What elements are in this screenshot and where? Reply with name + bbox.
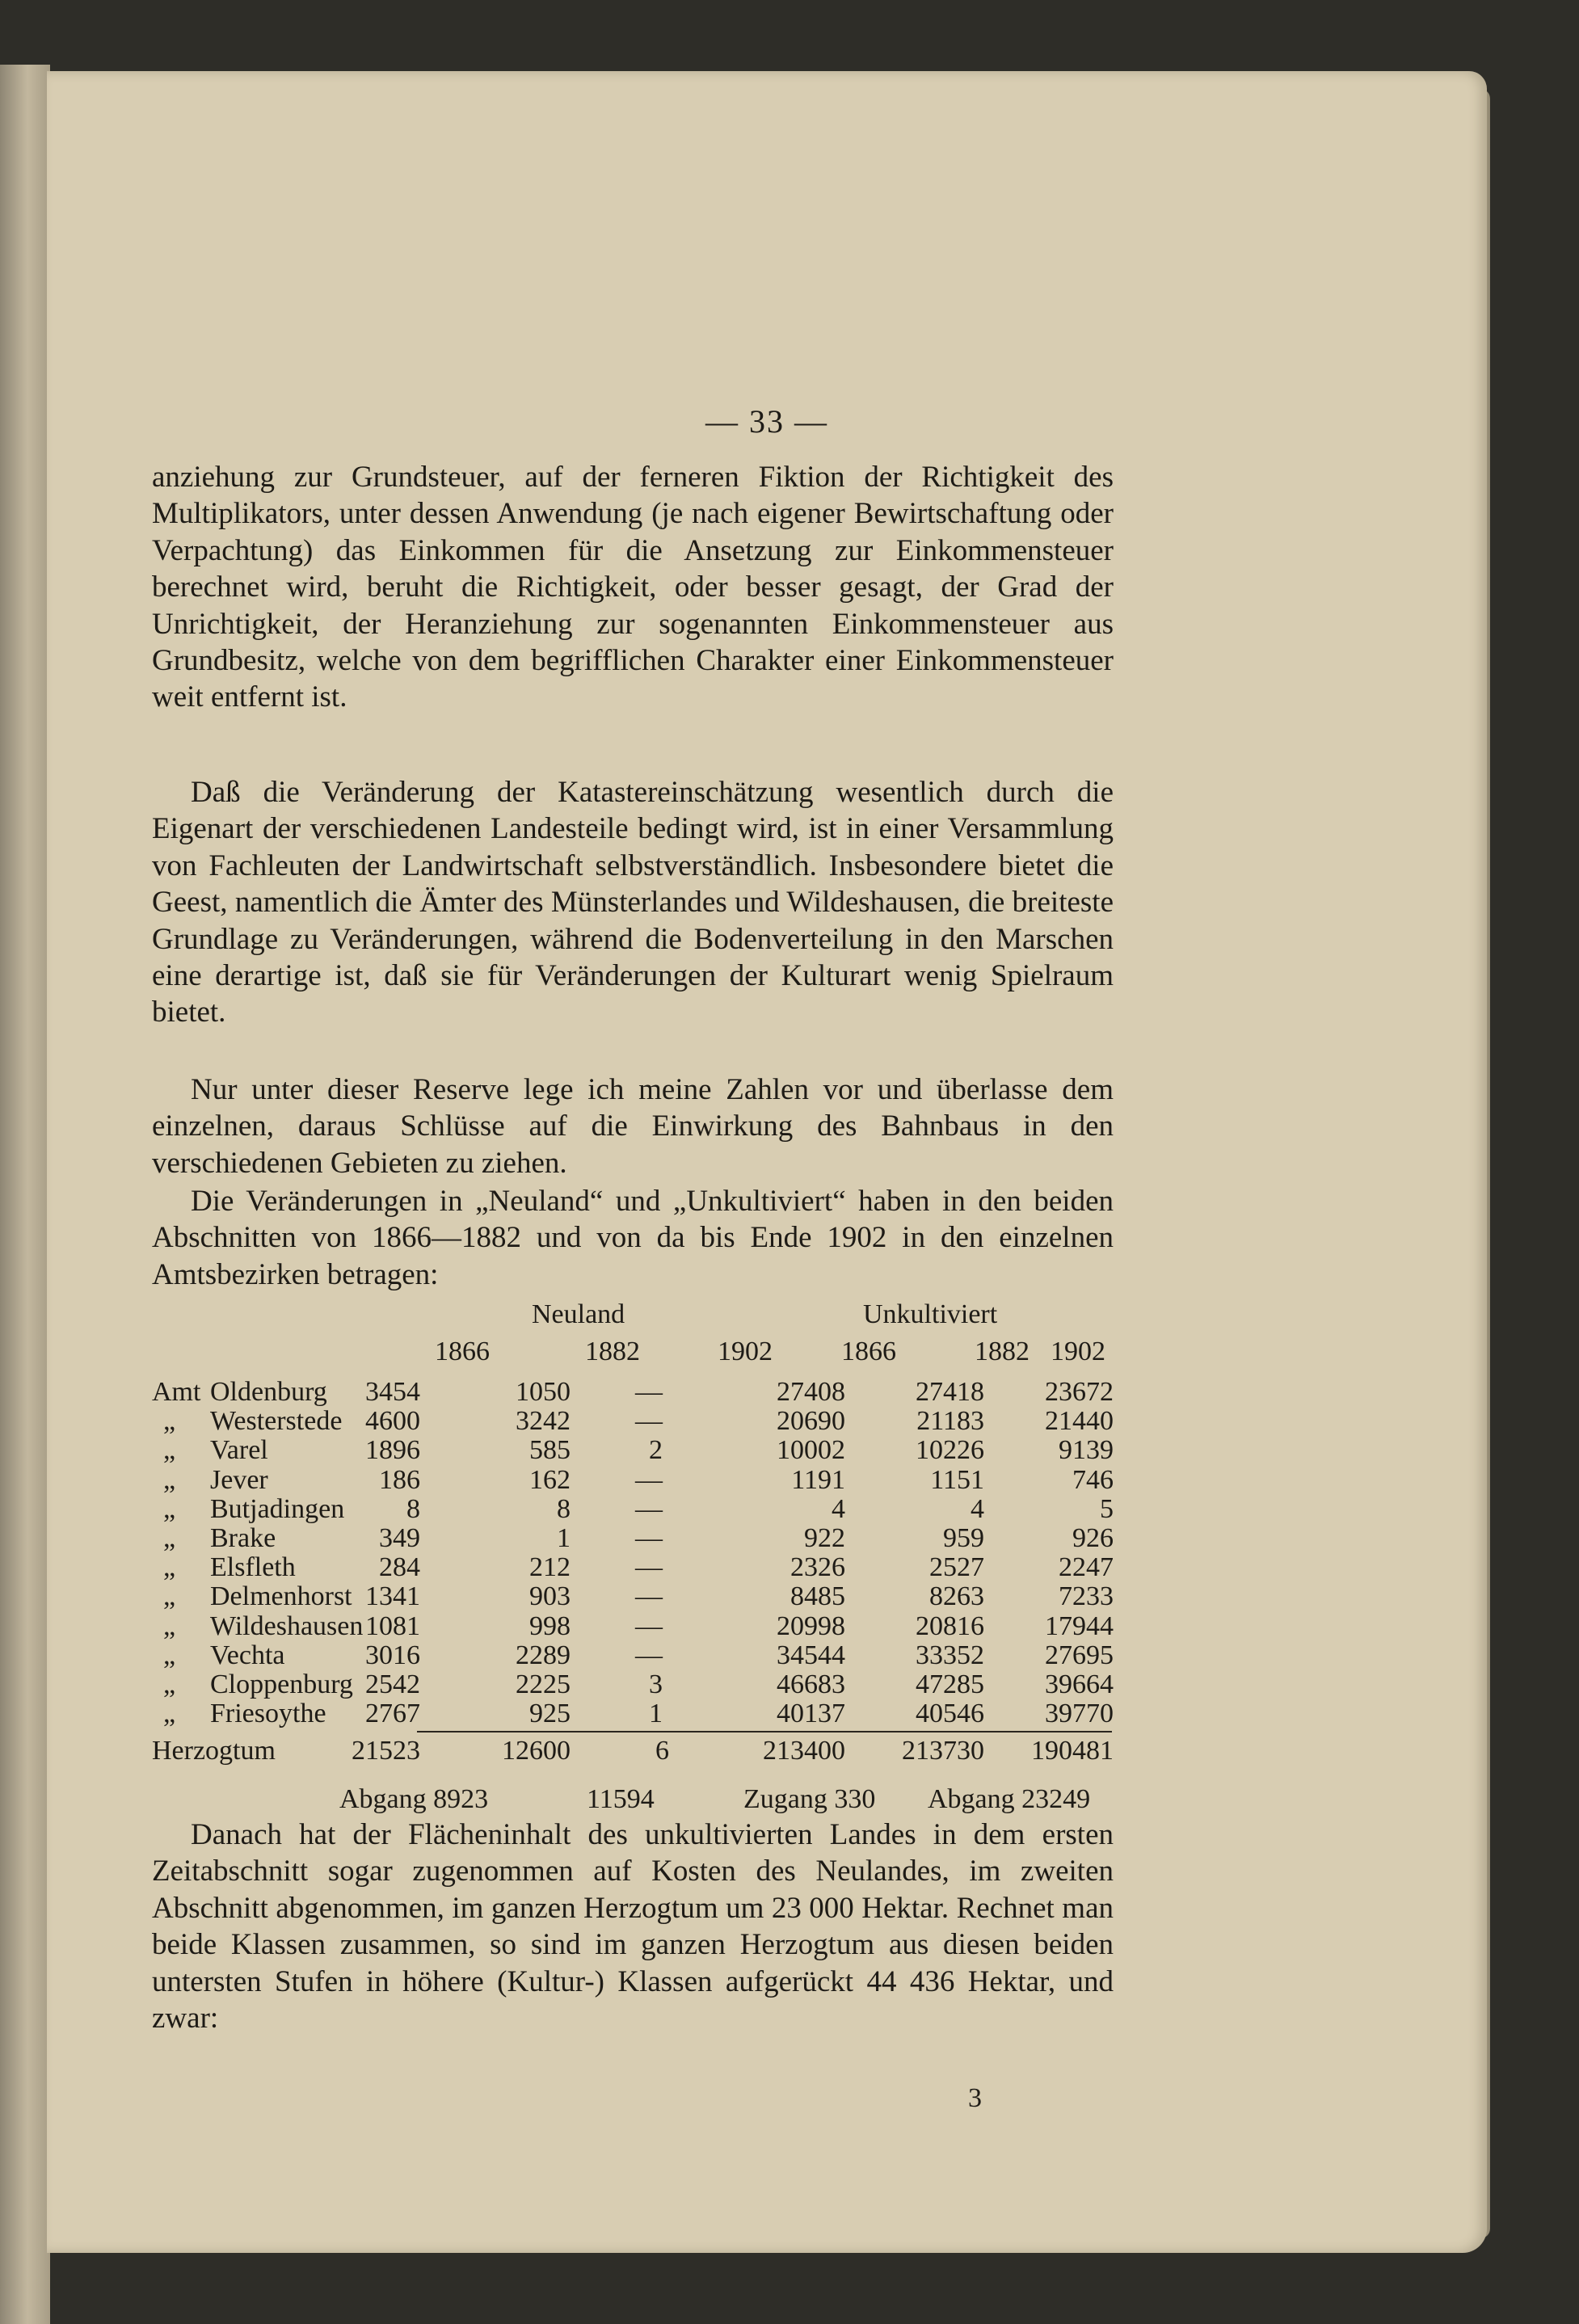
table-cell: 34544 (777, 1640, 845, 1670)
table-row (152, 1465, 1114, 1494)
table-cell: — (635, 1406, 663, 1437)
table-cell: 9139 (1059, 1435, 1114, 1466)
total-row (152, 1736, 1114, 1765)
table-cell: 190481 (1031, 1736, 1114, 1766)
row-district-name: Elsfleth (210, 1552, 296, 1583)
row-district-name: Oldenburg (210, 1377, 327, 1407)
table-cell: 213400 (763, 1736, 845, 1766)
table-cell: 4600 (365, 1406, 420, 1437)
table-cell: 3 (649, 1669, 663, 1699)
row-prefix: „ (163, 1581, 176, 1612)
table-cell: — (635, 1493, 663, 1524)
table-cell: 27418 (916, 1377, 984, 1407)
table-cell: 39664 (1045, 1669, 1114, 1699)
table-cell: 903 (529, 1581, 571, 1612)
row-prefix: „ (163, 1669, 176, 1699)
table-cell: 17944 (1045, 1610, 1114, 1641)
table-cell: 1 (649, 1699, 663, 1729)
table-cell: 5 (1100, 1493, 1114, 1524)
table-cell: 10002 (777, 1435, 845, 1466)
previous-page-edge (0, 65, 50, 2324)
row-prefix: „ (163, 1406, 176, 1437)
table-cell: 7233 (1059, 1581, 1114, 1612)
table-row (152, 1640, 1114, 1669)
row-district-name: Butjadingen (210, 1493, 345, 1524)
table-cell: 1341 (365, 1581, 420, 1612)
table-cell: 27695 (1045, 1640, 1114, 1670)
table-cell: — (635, 1552, 663, 1583)
table-cell: 8 (557, 1493, 571, 1524)
table-cell: 6 (655, 1736, 669, 1766)
table-cell: 2767 (365, 1699, 420, 1729)
table-cell: 926 (1072, 1523, 1114, 1553)
table-cell: 10226 (916, 1435, 984, 1466)
table-cell: 959 (943, 1523, 984, 1553)
table-cell: 284 (379, 1552, 420, 1583)
row-district-name: Jever (210, 1464, 268, 1495)
table-cell: 1896 (365, 1435, 420, 1466)
table-cell: — (635, 1464, 663, 1495)
change-row (152, 1784, 1114, 1813)
table-row (152, 1581, 1114, 1610)
table-cell: 1191 (791, 1464, 845, 1495)
table-row (152, 1406, 1114, 1435)
table-cell: — (635, 1581, 663, 1612)
table-row (152, 1523, 1114, 1552)
table-cell: 20998 (777, 1610, 845, 1641)
paragraph-4: Die Veränderungen in „Neuland“ und „Unkultiviert“ haben in den beiden Abschnitten von 1866—1882 und von da bis Ende 1902 in den einzelnen Amtsbezirken betragen: (152, 1185, 1114, 1291)
change-unkultiviert-first: Zugang 330 (743, 1784, 876, 1814)
table-row (152, 1494, 1114, 1523)
table-cell: 1 (557, 1523, 571, 1553)
year-header: 1902 (1051, 1337, 1105, 1366)
group-header-neuland: Neuland (532, 1299, 625, 1329)
row-district-name: Friesoythe (210, 1699, 326, 1729)
table-cell: 162 (529, 1464, 571, 1495)
closing-paragraph: Danach hat der Flächeninhalt des unkultivierten Landes in dem ersten Zeitabschnitt sogar zugenommen auf Kosten des Neulandes, im zweiten Abschnitt abgenommen, im ganzen Herzogtum um 23 000 Hektar. Rechnet man beide Klassen zusammen, so sind im ganzen Herzogtum aus diesen beiden untersten Stufen in höhere (Kultur-) Klassen aufgerückt 44 436 Hektar, und zwar: (152, 1818, 1114, 2036)
row-district-name: Westerstede (210, 1406, 343, 1437)
table-cell: 8485 (790, 1581, 845, 1612)
change-neuland-second: 11594 (587, 1784, 655, 1814)
table-row (152, 1699, 1114, 1728)
paragraph-2: Daß die Veränderung der Katastereinschätzung wesentlich durch die Eigenart der verschiedenen Landesteile bedingt wird, ist in einer Versammlung von Fachleuten der Landwirtschaft selbstverständlich. Insbesondere bietet die Geest, namentlich die Ämter des Münsterlandes und Wildeshausen, die breiteste Grundlage zu Veränderungen, während die Bodenverteilung in den Marschen eine derartige ist, daß sie für Veränderungen der Kulturart wenig Spielraum bietet. (152, 776, 1114, 1029)
table-cell: 2289 (516, 1640, 571, 1670)
table-cell: 47285 (916, 1669, 984, 1699)
table-cell: — (635, 1610, 663, 1641)
table-cell: 4 (832, 1493, 845, 1524)
table-cell: 3454 (365, 1377, 420, 1407)
row-district-name: Vechta (210, 1640, 285, 1670)
table-cell: 213730 (902, 1736, 984, 1766)
table-cell: 46683 (777, 1669, 845, 1699)
row-prefix: „ (163, 1523, 176, 1553)
row-district-name: Brake (210, 1523, 276, 1553)
row-district-name: Varel (210, 1435, 268, 1466)
row-district-name: Cloppenburg (210, 1669, 353, 1699)
change-unkultiviert-second: Abgang 23249 (928, 1784, 1091, 1814)
table-cell: 585 (529, 1435, 571, 1466)
row-prefix: „ (163, 1610, 176, 1641)
table-cell: 186 (379, 1464, 420, 1495)
table-cell: 23672 (1045, 1377, 1114, 1407)
table-cell: 4 (971, 1493, 984, 1524)
table-cell: 27408 (777, 1377, 845, 1407)
table-cell: 39770 (1045, 1699, 1114, 1729)
table-cell: 3016 (365, 1640, 420, 1670)
row-prefix: „ (163, 1464, 176, 1495)
row-prefix: „ (163, 1435, 176, 1466)
row-prefix: „ (163, 1640, 176, 1670)
table-cell: 1050 (516, 1377, 571, 1407)
table-row (152, 1552, 1114, 1581)
table-cell: 746 (1072, 1464, 1114, 1495)
row-prefix: „ (163, 1552, 176, 1583)
table-cell: 3242 (516, 1406, 571, 1437)
table-cell: 1081 (365, 1610, 420, 1641)
group-header-unkultiviert: Unkultiviert (863, 1299, 998, 1329)
table-cell: 12600 (502, 1736, 571, 1766)
table-row (152, 1611, 1114, 1640)
table-cell: 8 (406, 1493, 420, 1524)
row-district-name: Wildeshausen (210, 1610, 364, 1641)
total-label: Herzogtum (152, 1736, 276, 1766)
row-prefix: „ (163, 1493, 176, 1524)
table-cell: 2527 (929, 1552, 984, 1583)
change-neuland-first: Abgang 8923 (339, 1784, 489, 1814)
year-header: 1882 (975, 1337, 1030, 1366)
paragraph-3: Nur unter dieser Reserve lege ich meine Zahlen vor und überlasse dem einzelnen, daraus Schlüsse auf die Einwirkung des Bahnbaus in den verschiedenen Gebieten zu ziehen. (152, 1073, 1114, 1180)
table-cell: 349 (379, 1523, 420, 1553)
table-cell: 2542 (365, 1669, 420, 1699)
table-cell: 212 (529, 1552, 571, 1583)
table-cell: — (635, 1377, 663, 1407)
sum-rule (417, 1731, 1112, 1732)
paragraph-1: anziehung zur Grundsteuer, auf der ferneren Fiktion der Richtigkeit des Multiplikators, unter dessen Anwendung (je nach eigener Bewirtschaftung oder Verpachtung) das Einkommen für die Ansetzung zur Einkommensteuer berechnet wird, beruht die Richtigkeit, oder besser gesagt, der Grad der Unrichtigkeit, der Heranziehung zur sogenannten Einkommensteuer aus Grundbesitz, welche von dem begrifflichen Charakter einer Einkommensteuer weit entfernt ist. (152, 461, 1114, 714)
year-header: 1866 (435, 1337, 490, 1366)
row-prefix: Amt (152, 1377, 201, 1407)
year-header: 1882 (585, 1337, 640, 1366)
table-cell: — (635, 1640, 663, 1670)
table-row (152, 1669, 1114, 1699)
table-cell: 2225 (516, 1669, 571, 1699)
table-cell: 33352 (916, 1640, 984, 1670)
table-cell: 8263 (929, 1581, 984, 1612)
page-number: — 33 — (705, 403, 828, 440)
table-cell: 21523 (352, 1736, 420, 1766)
table-cell: 998 (529, 1610, 571, 1641)
row-prefix: „ (163, 1699, 176, 1729)
table-cell: 40137 (777, 1699, 845, 1729)
table-row (152, 1377, 1114, 1406)
table-cell: 21440 (1045, 1406, 1114, 1437)
table-cell: — (635, 1523, 663, 1553)
signature-mark: 3 (968, 2083, 982, 2113)
table-cell: 2326 (790, 1552, 845, 1583)
table-cell: 40546 (916, 1699, 984, 1729)
table-row (152, 1435, 1114, 1464)
table-cell: 925 (529, 1699, 571, 1729)
table-cell: 20816 (916, 1610, 984, 1641)
row-district-name: Delmenhorst (210, 1581, 352, 1612)
year-header: 1866 (841, 1337, 896, 1366)
table-cell: 2247 (1059, 1552, 1114, 1583)
table-cell: 2 (649, 1435, 663, 1466)
table-cell: 1151 (930, 1464, 984, 1495)
year-header: 1902 (718, 1337, 773, 1366)
book-page (47, 71, 1487, 2253)
table-cell: 922 (804, 1523, 845, 1553)
table-cell: 21183 (916, 1406, 984, 1437)
table-cell: 20690 (777, 1406, 845, 1437)
